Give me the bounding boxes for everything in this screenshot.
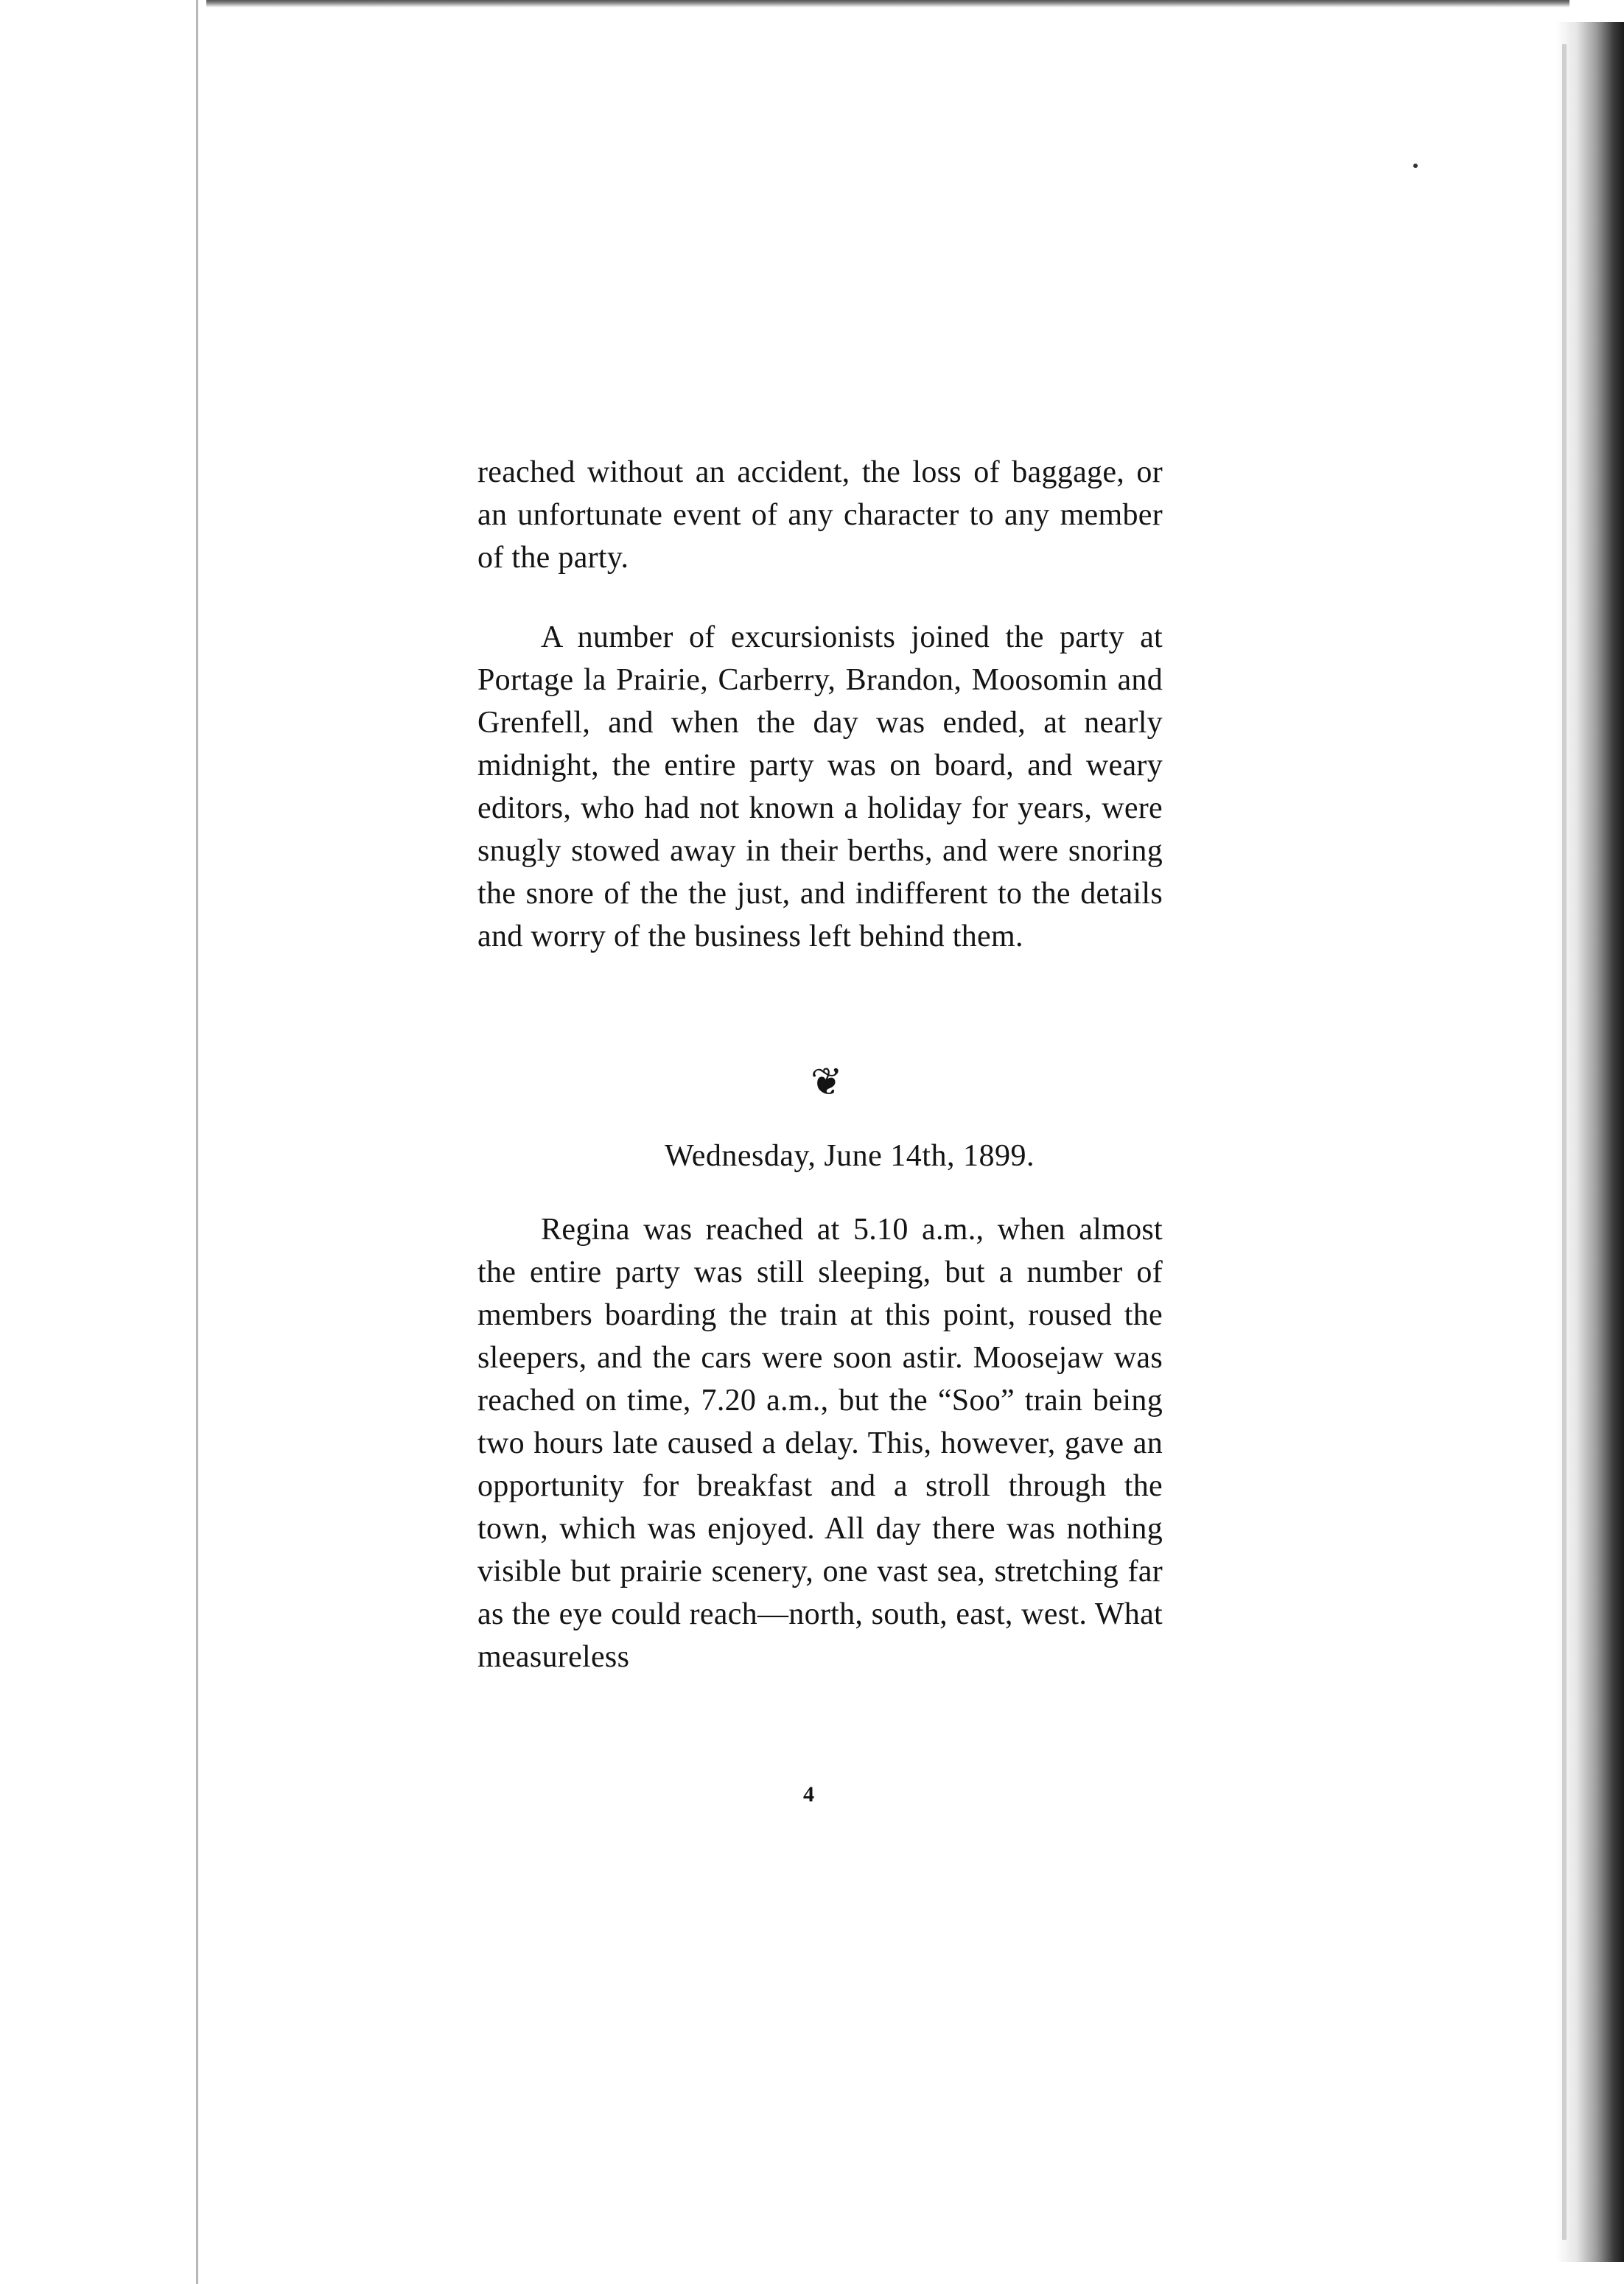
page-gutter-line [196,0,198,2284]
paragraph-3 [477,1208,1163,1678]
paragraph-1-text: reached without an accident, the loss of baggage, or an unfortunate event of any character to any member of the party. [477,455,1163,575]
page-top-edge [206,0,1569,7]
page-number: 4 [803,1782,814,1807]
paragraph-2-text: A number of excursionists joined the party at Portage la Prairie, Carberry, Brandon, Moosomin and Grenfell, and when the day was ended, at nearly midnight, the entire party was on board, and weary editors, who had not known a holiday for years, were snugly stowed away in their berths, and were snoring the snore of the the just, and indifferent to the details and worry of the business left behind them. [477,620,1163,953]
section-ornament: ❦ [811,1062,843,1104]
paragraph-2 [477,616,1163,958]
paragraph-3-text: Regina was reached at 5.10 a.m., when almost the entire party was still sleeping, but a number of members boarding the train at this point, roused the sleepers, and the cars were soon astir. Moosejaw was reached on time, 7.20 a.m., but the “Soo” train being two hours late caused a delay. This, however, gave an opportunity for breakfast and a stroll through the town, which was enjoyed. All day there was nothing visible but prairie scenery, one vast sea, stretching far as the eye could reach—north, south, east, west. What measureless [477,1213,1163,1674]
paragraph-1 [477,451,1163,579]
date-heading: Wednesday, June 14th, 1899. [665,1139,1035,1173]
scan-speck [1413,164,1418,168]
page-right-edge-inner [1562,44,1567,2240]
